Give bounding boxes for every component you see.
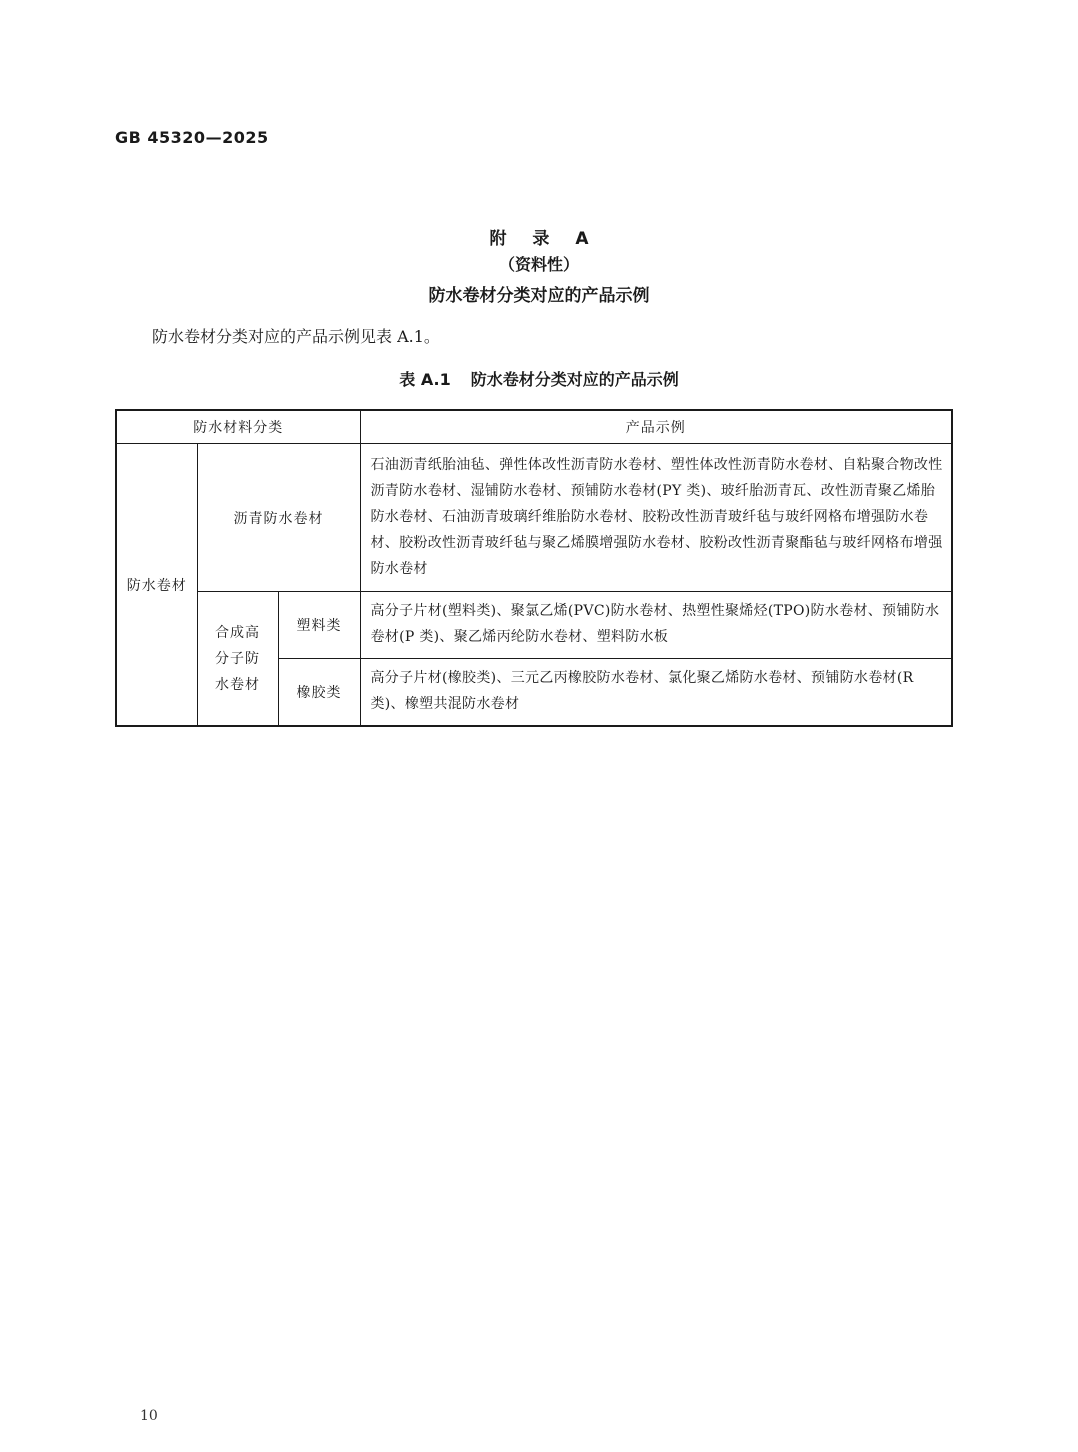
annex-title: 防水卷材分类对应的产品示例 bbox=[428, 286, 650, 306]
header-examples: 产品示例 bbox=[360, 410, 952, 444]
polymer-category-label: 合成高分子防水卷材 bbox=[215, 624, 260, 693]
table-header-row bbox=[116, 410, 952, 444]
rubber-subcategory: 橡胶类 bbox=[278, 659, 360, 727]
annex-label: 附 录 A bbox=[489, 229, 599, 249]
rubber-examples: 高分子片材(橡胶类)、三元乙丙橡胶防水卷材、氯化聚乙烯防水卷材、预铺防水卷材(R 类)、橡塑共混防水卷材 bbox=[360, 659, 952, 727]
header-category: 防水材料分类 bbox=[116, 410, 360, 444]
level1-category: 防水卷材 bbox=[116, 444, 197, 727]
asphalt-category: 沥青防水卷材 bbox=[197, 444, 360, 592]
table-caption-title: 防水卷材分类对应的产品示例 bbox=[470, 370, 679, 389]
table-caption bbox=[0, 367, 1078, 390]
table-caption-number: 表 A.1 bbox=[399, 370, 451, 389]
product-examples-table bbox=[115, 409, 953, 727]
plastic-subcategory: 塑料类 bbox=[278, 592, 360, 659]
annex-type: （资料性） bbox=[498, 255, 579, 274]
intro-paragraph: 防水卷材分类对应的产品示例见表 A.1。 bbox=[152, 327, 440, 346]
asphalt-examples: 石油沥青纸胎油毡、弹性体改性沥青防水卷材、塑性体改性沥青防水卷材、自粘聚合物改性沥青防水卷材、湿铺防水卷材、预铺防水卷材(PY 类)、玻纤胎沥青瓦、改性沥青聚乙烯胎防水卷材、石油沥青玻璃纤维胎防水卷材、胶粉改性沥青玻纤毡与玻纤网格布增强防水卷材、胶粉改性沥青玻纤毡与聚乙烯膜增强防水卷材、胶粉改性沥青聚酯毡与玻纤网格布增强防水卷材 bbox=[360, 444, 952, 592]
polymer-category bbox=[197, 592, 278, 727]
standard-number: GB 45320—2025 bbox=[115, 128, 269, 147]
table-row bbox=[116, 444, 952, 592]
table-row bbox=[116, 592, 952, 659]
plastic-examples: 高分子片材(塑料类)、聚氯乙烯(PVC)防水卷材、热塑性聚烯烃(TPO)防水卷材、预铺防水卷材(P 类)、聚乙烯丙纶防水卷材、塑料防水板 bbox=[360, 592, 952, 659]
page-number: 10 bbox=[140, 1408, 158, 1424]
